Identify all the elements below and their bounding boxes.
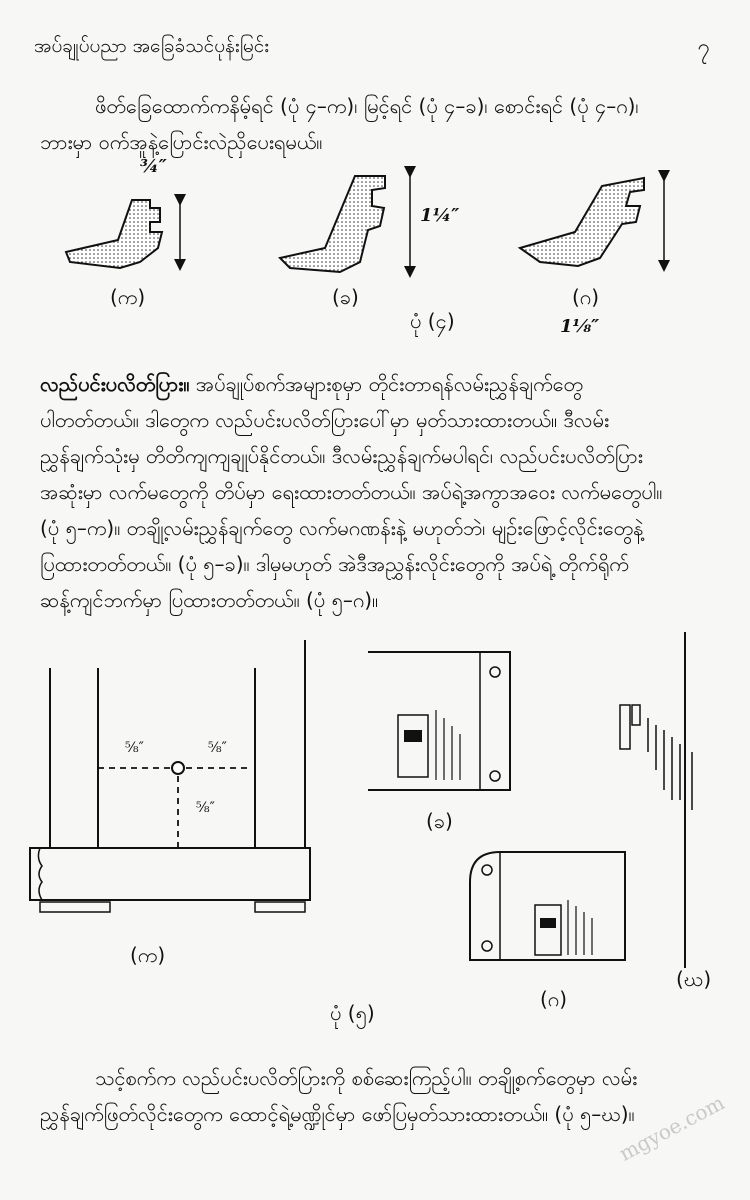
fig5-c-plate-drawing (470, 852, 625, 960)
fig5-d-guide-drawing (620, 632, 692, 968)
fig4-label-a: (က) (110, 285, 146, 309)
page-number: ၇ (697, 35, 710, 60)
fig4-label-b: (ခ) (332, 285, 359, 309)
section-line-2: ပါတတ်တယ်။ ဒါတွေက လည်ပင်းပလိတ်ပြားပေါ်မှာ မှတ်သားထားတယ်။ ဒီလမ်း (40, 408, 610, 432)
fig5-label-b: (ခ) (426, 809, 453, 833)
fig4-caption: ပုံ (၄) (410, 309, 455, 333)
fig5-caption: ပုံ (၅) (330, 1001, 375, 1025)
section-line-3: ညွှန်ချက်သုံးမှ တိတိကျကျချုပ်နိုင်တယ်။ ဒီလမ်းညွှန်ချက်မပါရင်၊ လည်ပင်းပလိတ်ပြား (40, 444, 643, 468)
fig5-dim-2: ⅝″ (208, 740, 227, 756)
fig5-label-d: (ဃ) (676, 967, 712, 991)
intro-line-1: ဖိတ်ခြေထောက်ကနိမ့်ရင် (ပုံ ၄–က)၊ မြင့်ရင် (ပုံ ၄–ခ)၊ စောင်းရင် (ပုံ ၄–ဂ)၊ (95, 94, 639, 118)
section-line-5: (ပုံ ၅–က)။ တချို့လမ်းညွှန်ချက်တွေ လက်မဂဏန်းနဲ့ မဟုတ်ဘဲ၊ မျဉ်းဖြောင့်လိုင်းတွေနဲ့ (40, 516, 644, 540)
closing-line-2: ညွှန်ချက်ဖြတ်လိုင်းတွေက ထောင့်ရဲ့မဏ္ဍိုင်မှာ ဖော်ပြမှတ်သားထားတယ်။ (ပုံ ၅–ဃ)။ (40, 1102, 635, 1126)
dim-label-c: 1⅛″ (560, 316, 600, 337)
closing-line-1: သင့်စက်က လည်ပင်းပလိတ်ပြားကို စစ်ဆေးကြည့်ပါ။ တချို့စက်တွေမှာ လမ်း (95, 1066, 638, 1090)
fig5-label-a: (က) (130, 943, 166, 967)
watermark: mgyoe.com (615, 1090, 729, 1166)
section-line-6: ပြထားတတ်တယ်။ (ပုံ ၅–ခ)။ ဒါမှမဟုတ် အဲဒီအညွှန်းလိုင်းတွေကို အပ်ရဲ့ တိုက်ရိုက် (40, 552, 629, 576)
dim-label-a: ¾″ (140, 156, 167, 177)
intro-line-2: ဘားမှာ ဝက်အူနဲ့ပြောင်းလဲညှိပေးရမယ်။ (40, 130, 323, 154)
fig5-a-plate-drawing (30, 640, 310, 912)
dim-label-b: 1¼″ (420, 205, 460, 226)
running-header-title: အပ်ချုပ်ပညာ အခြေခံသင်ပုန်းမြင်း (34, 35, 270, 57)
section-line-4: အဆုံးမှာ လက်မတွေကို တိပ်မှာ ရေးထားတတ်တယ်။ အပ်ရဲ့အကွာအဝေး လက်မတွေပါ။ (40, 480, 663, 504)
fig5-label-c: (ဂ) (540, 987, 568, 1011)
section-heading: လည်ပင်းပလိတ်ပြား။ (40, 372, 190, 396)
fig5-dim-3: ⅝″ (196, 800, 215, 816)
fig4-label-c: (ဂ) (572, 285, 600, 309)
fig5-b-plate-drawing (368, 652, 510, 790)
section-line-7: ဆန့်ကျင်ဘက်မှာ ပြထားတတ်တယ်။ (ပုံ ၅–ဂ)။ (40, 588, 379, 612)
section-line-1-text: အပ်ချုပ်စက်အများစုမှာ တိုင်းတာရန်လမ်းညွှန်ချက်တွေ (195, 372, 583, 396)
fig5-dim-1: ⅝″ (125, 740, 144, 756)
